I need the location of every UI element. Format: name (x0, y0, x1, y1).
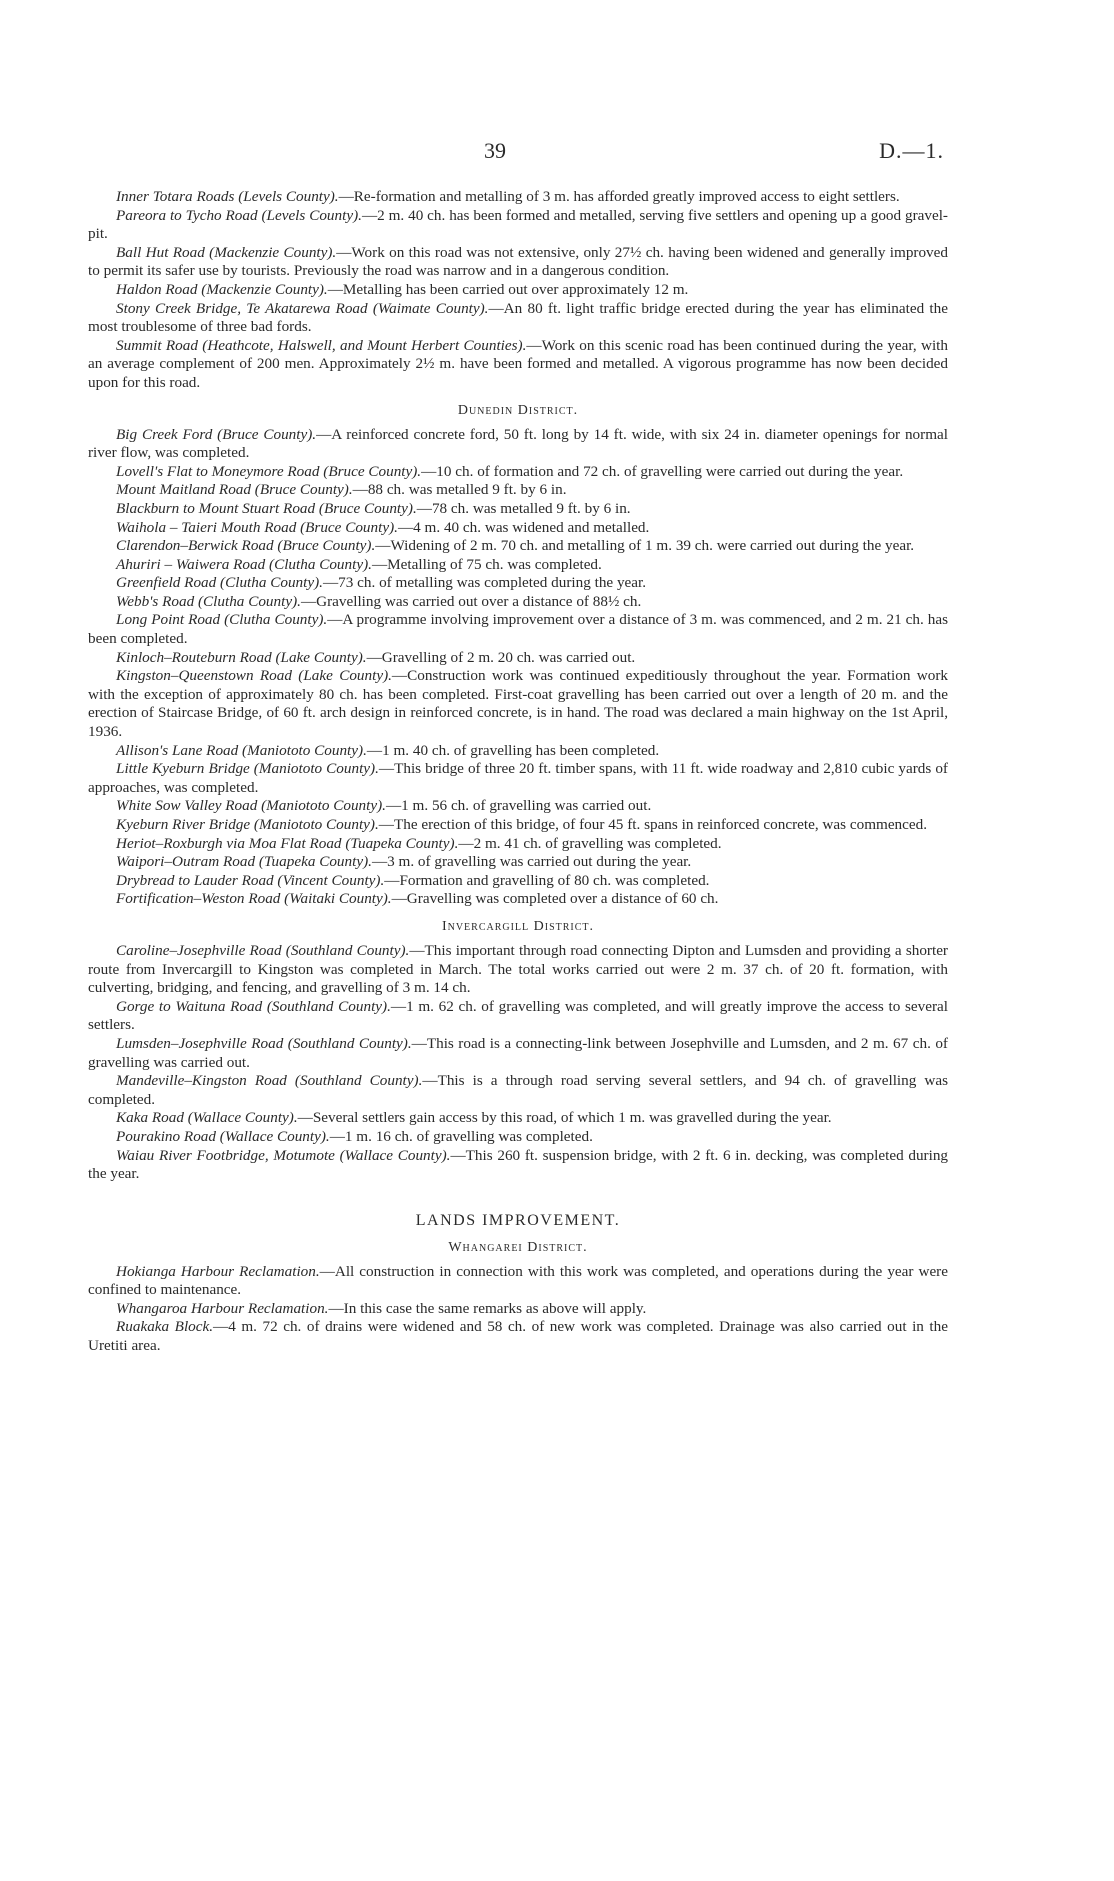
entry-text: —2 m. 40 ch. has been formed and metalled, serving five settlers and opening up a good gravel-pit. (88, 206, 948, 243)
entry-paragraph (88, 1263, 948, 1300)
entry-paragraph (88, 481, 948, 500)
entry-title: Gorge to Waituna Road (Southland County). (116, 997, 391, 1015)
entry-paragraph (88, 537, 948, 556)
entry-text: —This road is a connecting-link between Josephville and Lumsden, and 2 m. 67 ch. of gravelling was carried out. (88, 1034, 948, 1071)
page-header (0, 138, 1114, 168)
entry-title: Kinloch–Routeburn Road (Lake County). (116, 648, 367, 666)
entry-title: Summit Road (Heathcote, Halswell, and Mount Herbert Counties). (116, 336, 527, 354)
entry-text: —Formation and gravelling of 80 ch. was completed. (384, 871, 710, 889)
entry-text: —Metalling of 75 ch. was completed. (371, 555, 602, 573)
entry-text: —1 m. 16 ch. of gravelling was completed. (329, 1127, 593, 1145)
entry-title: Kingston–Queenstown Road (Lake County). (116, 667, 392, 685)
entry-paragraph (88, 760, 948, 797)
district-section (88, 919, 948, 1184)
entry-paragraph (88, 337, 948, 393)
entry-text: —A programme involving improvement over a distance of 3 m. was commenced, and 2 m. 21 ch. has been completed. (88, 611, 948, 648)
entry-title: Caroline–Josephville Road (Southland County). (116, 941, 410, 959)
entry-title: Drybread to Lauder Road (Vincent County). (116, 871, 385, 889)
works-sections (88, 188, 948, 1184)
entry-paragraph (88, 426, 948, 463)
entry-text: —Several settlers gain access by this road, of which 1 m. was gravelled during the year. (297, 1109, 832, 1127)
entry-paragraph (88, 797, 948, 816)
entry-text: —3 m. of gravelling was carried out during the year. (371, 853, 692, 871)
entry-text: —An 80 ft. light traffic bridge erected during the year has eliminated the most troublesome of three bad fords. (88, 299, 948, 336)
document-code: D.—1. (879, 138, 944, 163)
section-title: LANDS IMPROVEMENT. (415, 1211, 621, 1229)
entry-text: —1 m. 56 ch. of gravelling was carried out. (385, 797, 652, 815)
entry-text: —This is a through road serving several settlers, and 94 ch. of gravelling was completed. (88, 1072, 948, 1108)
entry-paragraph (88, 593, 948, 612)
entry-text: —Work on this scenic road has been continued during the year, with an average complement of 200 men. Approximately 2½ m. have been formed and metalled. A vigorous programme has now been decided upon for this road. (88, 336, 948, 391)
entry-paragraph (88, 207, 948, 244)
entry-title: Greenfield Road (Clutha County). (116, 574, 323, 592)
entry-paragraph (88, 574, 948, 593)
entry-paragraph (88, 611, 948, 648)
document-body (88, 188, 948, 1356)
entry-paragraph (88, 1128, 948, 1147)
entry-paragraph (88, 1109, 948, 1128)
entry-text: —Gravelling was completed over a distance of 60 ch. (391, 890, 719, 908)
entry-paragraph (88, 281, 948, 300)
entry-text: —Gravelling was carried out over a distance of 88½ ch. (300, 592, 642, 610)
entry-paragraph (88, 500, 948, 519)
entry-title: Whangaroa Harbour Reclamation. (116, 1299, 329, 1317)
entry-title: Long Point Road (Clutha County). (116, 611, 328, 629)
entry-paragraph (88, 998, 948, 1035)
entry-text: —Work on this road was not extensive, only 27½ ch. having been widened and generally improved to permit its safer use by tourists. Previously the road was narrow and in a dangerous condition. (88, 243, 948, 280)
entry-text: —Construction work was continued expeditiously throughout the year. Formation work with the exception of approximately 80 ch. has been completed. First-coat gravelling has been carried out over a length of 20 m. and the erection of Staircase Bridge, of 60 ft. arch design in reinforced concrete, is in hand. The road was declared a main highway on the 1st April, 1936. (88, 667, 948, 741)
entry-text: —This 260 ft. suspension bridge, with 2 ft. 6 in. decking, was completed during the year. (88, 1146, 949, 1183)
entry-paragraph (88, 519, 948, 538)
entry-text: —1 m. 40 ch. of gravelling has been completed. (366, 741, 660, 759)
entry-title: Pourakino Road (Wallace County). (116, 1127, 330, 1145)
entry-title: Heriot–Roxburgh via Moa Flat Road (Tuapeka County). (116, 834, 459, 852)
entry-title: Mount Maitland Road (Bruce County). (116, 481, 353, 499)
entry-text: —73 ch. of metalling was completed during the year. (322, 574, 647, 592)
entry-title: Inner Totara Roads (Levels County). (116, 188, 339, 205)
entry-paragraph (88, 816, 948, 835)
entry-title: Waiau River Footbridge, Motumote (Wallace County). (116, 1146, 451, 1164)
entry-title: Blackburn to Mount Stuart Road (Bruce County). (116, 499, 417, 517)
entry-text: —78 ch. was metalled 9 ft. by 6 in. (416, 499, 631, 517)
entry-text: —This bridge of three 20 ft. timber spans, with 11 ft. wide roadway and 2,810 cubic yards of approaches, was completed. (88, 760, 948, 796)
entry-text: —All construction in connection with this work was completed, and operations during the year were confined to maintenance. (88, 1262, 948, 1299)
entry-paragraph (88, 742, 948, 761)
entry-text: —Gravelling of 2 m. 20 ch. was carried out. (366, 648, 636, 666)
entry-text: —2 m. 41 ch. of gravelling was completed. (458, 834, 722, 852)
entry-text: —88 ch. was metalled 9 ft. by 6 in. (352, 481, 567, 499)
entry-paragraph (88, 872, 948, 891)
entry-title: Kaka Road (Wallace County). (116, 1109, 298, 1127)
entry-text: —4 m. 72 ch. of drains were widened and 58 ch. of new work was completed. Drainage was also carried out in the Uretiti area. (88, 1318, 948, 1355)
entry-text: —The erection of this bridge, of four 45 ft. spans in reinforced concrete, was commenced. (378, 816, 928, 833)
entry-title: Ruakaka Block. (116, 1318, 214, 1336)
entry-title: Lumsden–Josephville Road (Southland County). (116, 1034, 412, 1052)
entry-paragraph (88, 1035, 948, 1072)
entry-paragraph (88, 890, 948, 909)
entry-paragraph (88, 1147, 948, 1184)
entry-text: —10 ch. of formation and 72 ch. of gravelling were carried out during the year. (421, 462, 904, 480)
district-section (88, 403, 948, 909)
entry-text: —A reinforced concrete ford, 50 ft. long by 14 ft. wide, with six 24 in. diameter openings for normal river flow, was completed. (88, 425, 948, 462)
entry-title: Big Creek Ford (Bruce County). (116, 425, 317, 443)
entry-title: Stony Creek Bridge, Te Akatarewa Road (Waimate County). (116, 299, 489, 317)
entry-title: White Sow Valley Road (Maniototo County). (116, 797, 386, 815)
district-heading: Whangarei District. (448, 1239, 588, 1255)
entry-text: —1 m. 62 ch. of gravelling was completed, and will greatly improve the access to several settlers. (88, 997, 948, 1034)
entry-title: Fortification–Weston Road (Waitaki County). (116, 890, 392, 908)
entry-text: —Metalling has been carried out over approximately 12 m. (327, 280, 689, 298)
entry-text: —In this case the same remarks as above will apply. (328, 1299, 647, 1317)
entry-paragraph (88, 942, 948, 998)
entry-paragraph (88, 244, 948, 281)
entry-paragraph (88, 667, 948, 741)
entry-title: Lovell's Flat to Moneymore Road (Bruce County). (116, 462, 422, 480)
entry-title: Little Kyeburn Bridge (Maniototo County). (116, 760, 379, 778)
entry-title: Webb's Road (Clutha County). (116, 592, 301, 610)
entry-paragraph (88, 649, 948, 668)
entry-paragraph (88, 1072, 948, 1109)
district-heading: Dunedin District. (457, 402, 579, 418)
entry-paragraph (88, 300, 948, 337)
entry-paragraph (88, 835, 948, 854)
entry-text: —This important through road connecting Dipton and Lumsden and providing a shorter route from Invercargill to Kingston was completed in March. The total works carried out were 2 m. 37 ch. of 20 ft. formation, with culverting, bridging, and fencing, and gravelling of 3 m. 14 ch. (88, 941, 948, 997)
entry-paragraph (88, 1300, 948, 1319)
entry-title: Pareora to Tycho Road (Levels County). (116, 206, 362, 224)
district-heading: Invercargill District. (441, 918, 595, 934)
entry-paragraph (88, 853, 948, 872)
entry-title: Kyeburn River Bridge (Maniototo County). (116, 816, 379, 833)
entry-title: Allison's Lane Road (Maniototo County). (116, 741, 367, 759)
entry-title: Ball Hut Road (Mackenzie County). (116, 243, 337, 261)
page-number: 39 (484, 138, 506, 163)
entry-text: —4 m. 40 ch. was widened and metalled. (397, 518, 650, 536)
entry-text: —Widening of 2 m. 70 ch. and metalling of 1 m. 39 ch. were carried out during the year. (375, 537, 915, 555)
entry-paragraph (88, 1318, 948, 1355)
entry-title: Mandeville–Kingston Road (Southland County). (116, 1072, 423, 1090)
entry-title: Clarendon–Berwick Road (Bruce County). (116, 537, 376, 555)
entry-title: Ahuriri – Waiwera Road (Clutha County). (116, 555, 372, 573)
entry-paragraph (88, 188, 948, 207)
district-section (88, 188, 948, 393)
lands-improvement-section (88, 1212, 948, 1356)
entry-paragraph (88, 463, 948, 482)
entry-title: Haldon Road (Mackenzie County). (116, 280, 328, 298)
entry-text: —Re-formation and metalling of 3 m. has afforded greatly improved access to eight settlers. (338, 188, 900, 205)
entry-title: Waihola – Taieri Mouth Road (Bruce County). (116, 518, 398, 536)
lands-entries (88, 1263, 948, 1356)
entry-title: Hokianga Harbour Reclamation. (116, 1262, 320, 1280)
entry-paragraph (88, 556, 948, 575)
entry-title: Waipori–Outram Road (Tuapeka County). (116, 853, 372, 871)
